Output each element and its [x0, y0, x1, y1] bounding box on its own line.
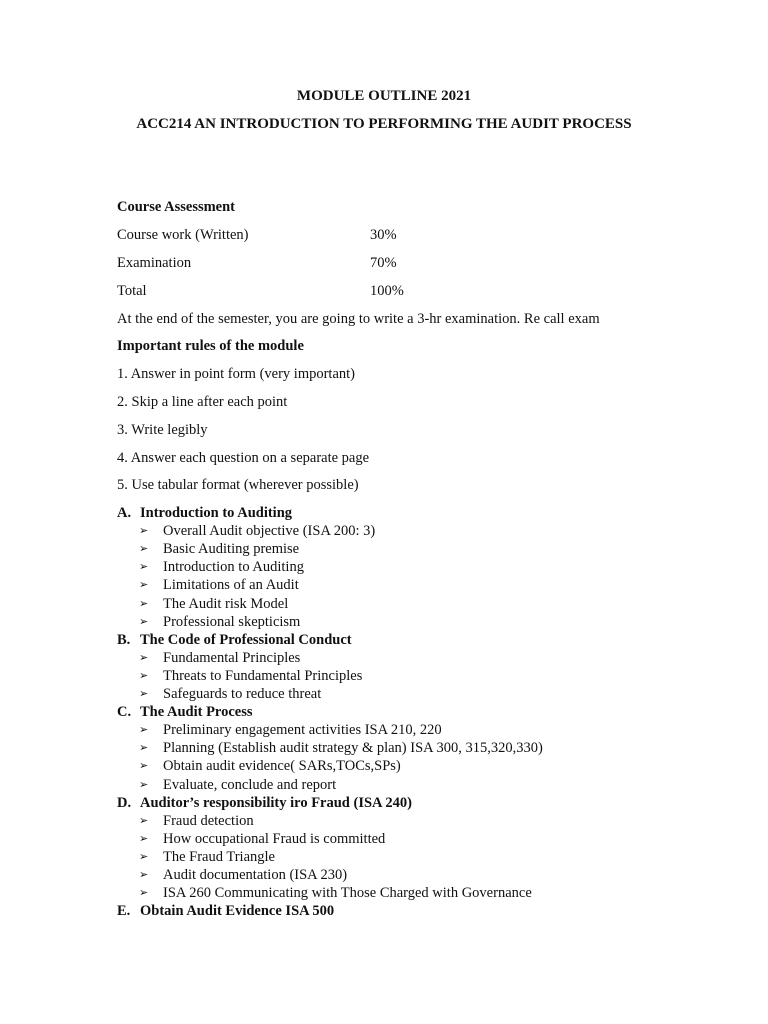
- bullet-text: Limitations of an Audit: [163, 577, 299, 594]
- arrow-bullet-icon: ➢: [139, 778, 149, 791]
- exam-note: At the end of the semester, you are going to write a 3-hr examination. Re call exam: [117, 311, 600, 327]
- course-title: ACC214 AN INTRODUCTION TO PERFORMING THE AUDIT PROCESS: [136, 116, 632, 132]
- outline-bullet-item: [139, 849, 275, 866]
- arrow-bullet-icon: ➢: [139, 869, 149, 881]
- arrow-bullet-icon: ➢: [139, 850, 149, 863]
- outline-bullet-item: [139, 885, 532, 902]
- assessment-row-label: Examination: [117, 255, 192, 271]
- bullet-text: Obtain audit evidence( SARs,TOCs,SPs): [163, 758, 401, 775]
- arrow-bullet-icon: ➢: [139, 597, 149, 610]
- bullet-text: Fraud detection: [163, 812, 254, 829]
- outline-bullet-item: [139, 740, 543, 757]
- assessment-row-value: 100%: [370, 283, 404, 299]
- section-title: Obtain Audit Evidence ISA 500: [140, 903, 335, 920]
- outline-bullet-item: [139, 523, 375, 540]
- outline-bullet-item: [139, 777, 336, 794]
- bullet-text: Introduction to Auditing: [163, 559, 304, 576]
- arrow-bullet-icon: ➢: [139, 579, 149, 592]
- outline-bullet-item: [139, 831, 385, 848]
- rule-item: 2. Skip a line after each point: [117, 394, 288, 410]
- assessment-row-value: 70%: [370, 255, 397, 271]
- bullet-text: Professional skepticism: [163, 613, 301, 630]
- assessment-row-label: Course work (Written): [117, 227, 249, 243]
- outline-bullet-item: [139, 559, 304, 576]
- arrow-bullet-icon: ➢: [139, 525, 149, 538]
- arrow-bullet-icon: ➢: [139, 651, 149, 664]
- outline-section-heading: [117, 903, 334, 920]
- bullet-text: Fundamental Principles: [163, 649, 301, 666]
- outline-bullet-item: [139, 668, 362, 685]
- rule-item: 4. Answer each question on a separate page: [117, 450, 370, 466]
- arrow-bullet-icon: ➢: [139, 615, 149, 628]
- rule-item: 1. Answer in point form (very important): [117, 366, 355, 382]
- arrow-bullet-icon: ➢: [139, 760, 149, 773]
- arrow-bullet-icon: ➢: [139, 669, 149, 682]
- outline-bullet-item: [139, 577, 299, 594]
- bullet-text: Safeguards to reduce threat: [163, 686, 322, 702]
- bullet-text: Preliminary engagement activities ISA 210, 220: [163, 722, 442, 739]
- bullet-text: The Fraud Triangle: [163, 848, 275, 865]
- section-letter: D.: [117, 794, 132, 811]
- bullet-text: Overall Audit objective (ISA 200: 3): [163, 523, 376, 540]
- outline-bullet-item: [139, 722, 442, 739]
- arrow-bullet-icon: ➢: [139, 543, 149, 556]
- outline-section-heading: [117, 704, 253, 721]
- bullet-text: Evaluate, conclude and report: [163, 776, 337, 793]
- section-letter: C.: [117, 704, 132, 721]
- outline-section-heading: [117, 795, 412, 812]
- outline-section-heading: [117, 632, 352, 649]
- bullet-text: Planning (Establish audit strategy & plan) ISA 300, 315,320,330): [163, 740, 543, 757]
- outline-bullet-item: [139, 596, 288, 613]
- outline-bullet-item: [139, 813, 254, 830]
- section-letter: E.: [117, 903, 131, 920]
- outline-bullet-item: [139, 650, 300, 667]
- bullet-text: Audit documentation (ISA 230): [163, 867, 348, 883]
- bullet-text: Threats to Fundamental Principles: [163, 667, 363, 684]
- arrow-bullet-icon: ➢: [139, 814, 149, 827]
- bullet-text: How occupational Fraud is committed: [163, 830, 386, 847]
- assessment-row-label: Total: [117, 283, 147, 299]
- section-letter: A.: [117, 505, 132, 521]
- section-title: Introduction to Auditing: [140, 505, 293, 521]
- arrow-bullet-icon: ➢: [139, 742, 149, 755]
- arrow-bullet-icon: ➢: [139, 832, 149, 845]
- module-outline-title: MODULE OUTLINE 2021: [296, 88, 472, 104]
- bullet-text: The Audit risk Model: [163, 595, 289, 612]
- bullet-text: Basic Auditing premise: [163, 541, 300, 558]
- arrow-bullet-icon: ➢: [139, 724, 149, 737]
- section-title: The Audit Process: [140, 704, 253, 721]
- rule-item: 5. Use tabular format (wherever possible): [117, 477, 359, 493]
- outline-bullet-item: [139, 867, 347, 884]
- section-letter: B.: [117, 631, 131, 648]
- outline-bullet-item: [139, 614, 300, 631]
- arrow-bullet-icon: ➢: [139, 887, 149, 900]
- rules-heading: Important rules of the module: [117, 338, 304, 354]
- section-title: Auditor’s responsibility iro Fraud (ISA 240): [140, 794, 412, 811]
- rule-item: 3. Write legibly: [117, 422, 208, 438]
- section-title: The Code of Professional Conduct: [140, 631, 352, 648]
- bullet-text: ISA 260 Communicating with Those Charged with Governance: [163, 885, 532, 902]
- assessment-heading: Course Assessment: [117, 199, 236, 215]
- outline-bullet-item: [139, 686, 321, 703]
- assessment-row-value: 30%: [370, 227, 397, 243]
- outline-bullet-item: [139, 541, 299, 558]
- outline-bullet-item: [139, 758, 401, 775]
- outline-section-heading: [117, 505, 292, 522]
- arrow-bullet-icon: ➢: [139, 688, 149, 700]
- arrow-bullet-icon: ➢: [139, 561, 149, 574]
